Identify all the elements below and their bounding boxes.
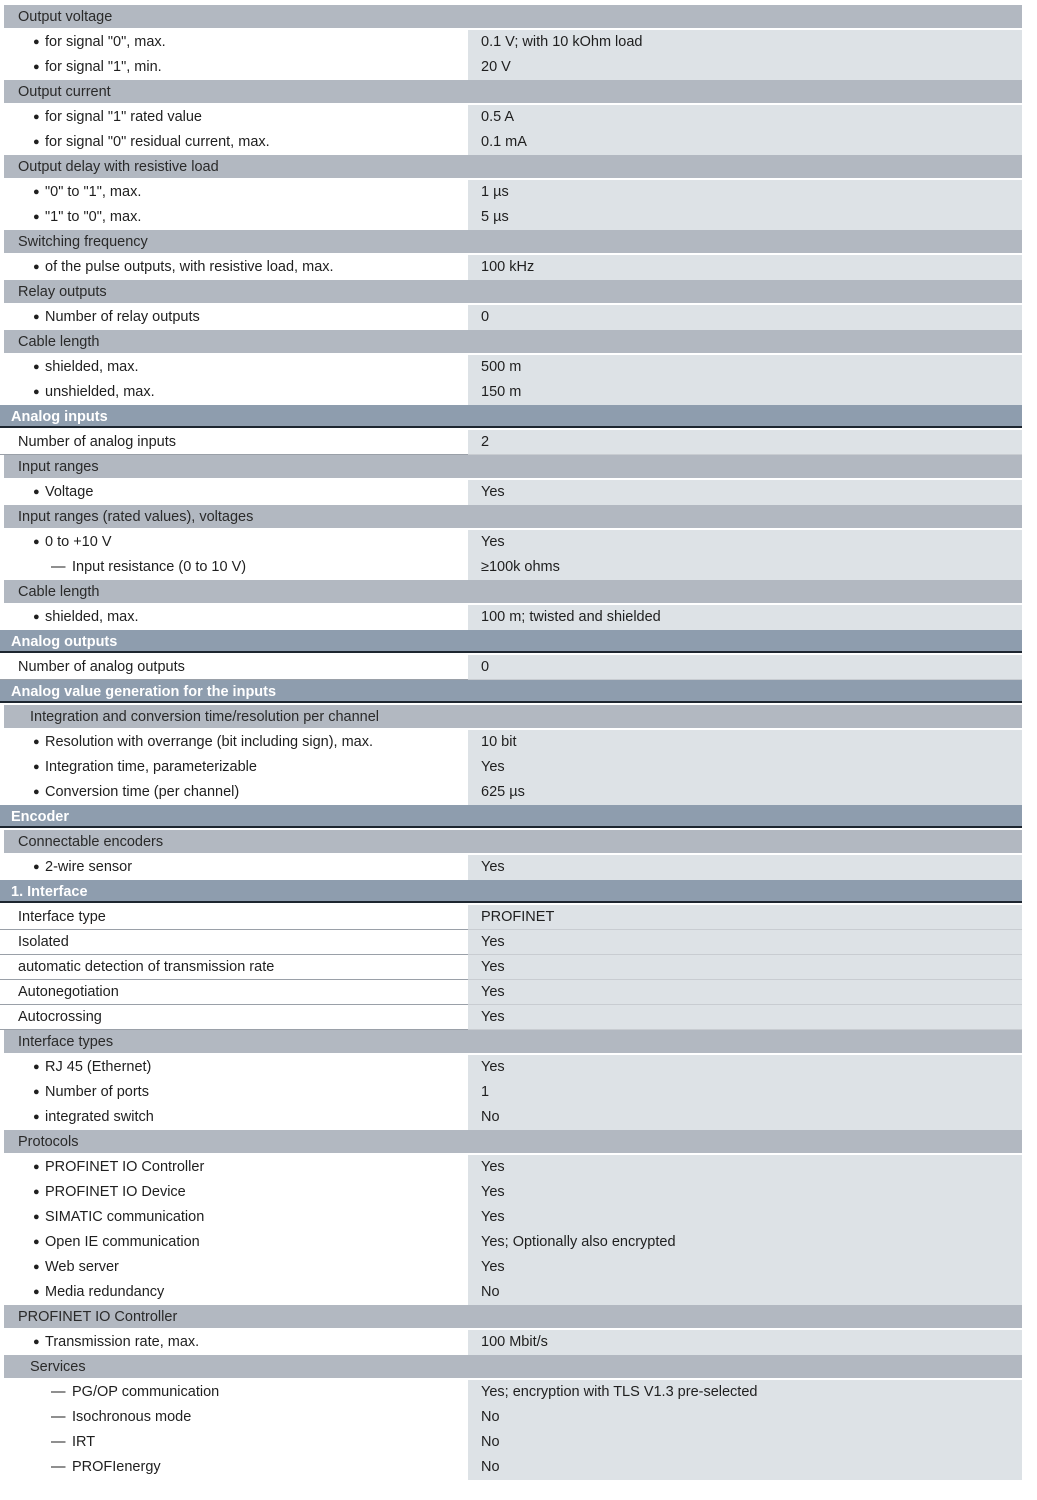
row-value: No (468, 1455, 1022, 1480)
sub-header-label (0, 281, 468, 304)
row-value: No (468, 1105, 1022, 1130)
row-label (0, 1230, 468, 1255)
bullet-icon: ● (33, 1261, 40, 1273)
row-value: No (468, 1430, 1022, 1455)
label-text: Output delay with resistive load (18, 159, 219, 175)
row-value: Yes (468, 530, 1022, 555)
section-header-label (0, 631, 468, 654)
row-value (468, 1030, 1022, 1055)
label-text: Analog inputs (11, 409, 108, 425)
sub-header-row (0, 580, 1037, 605)
bullet-icon: ● (33, 61, 40, 73)
row-value (468, 805, 1022, 830)
sub-header-label (0, 581, 468, 604)
sub-header-label (0, 456, 468, 479)
label-text: "0" to "1", max. (45, 184, 142, 200)
label-text: PROFIenergy (72, 1459, 161, 1475)
row-value: 100 Mbit/s (468, 1330, 1022, 1355)
label-text: for signal "1" rated value (45, 109, 202, 125)
table-row (0, 130, 1037, 155)
row-value: No (468, 1405, 1022, 1430)
sub-header-row (0, 830, 1037, 855)
label-text: PG/OP communication (72, 1384, 220, 1400)
table-row (0, 555, 1037, 580)
bullet-icon: ● (33, 1111, 40, 1123)
section-header-row (0, 405, 1037, 430)
row-label (0, 955, 468, 980)
row-label (0, 305, 468, 330)
row-value: Yes; Optionally also encrypted (468, 1230, 1022, 1255)
row-value: 20 V (468, 55, 1022, 80)
row-value: Yes (468, 980, 1022, 1005)
bullet-icon: ● (33, 786, 40, 798)
sub-header-row (0, 5, 1037, 30)
section-header-label (0, 406, 468, 429)
table-row (0, 1380, 1037, 1405)
row-label (0, 1280, 468, 1305)
label-text: Number of ports (45, 1084, 149, 1100)
row-label (0, 255, 468, 280)
table-row (0, 1255, 1037, 1280)
bullet-icon: ● (33, 1336, 40, 1348)
label-text: PROFINET IO Controller (45, 1159, 205, 1175)
table-row (0, 205, 1037, 230)
label-text: Integration time, parameterizable (45, 759, 257, 775)
row-value: No (468, 1280, 1022, 1305)
row-label (0, 1180, 468, 1205)
label-text: Isochronous mode (72, 1409, 192, 1425)
row-label (0, 1055, 468, 1080)
sub-header-label (0, 1031, 468, 1054)
row-label (0, 755, 468, 780)
label-text: unshielded, max. (45, 384, 155, 400)
bullet-icon: ● (33, 311, 40, 323)
row-value: Yes (468, 1205, 1022, 1230)
sub-header-row (0, 705, 1037, 730)
row-value (468, 1305, 1022, 1330)
row-value: ≥100k ohms (468, 555, 1022, 580)
row-label (0, 180, 468, 205)
dash-icon: — (51, 1434, 66, 1450)
table-row (0, 1230, 1037, 1255)
row-value: 0 (468, 655, 1022, 680)
bullet-icon: ● (33, 1286, 40, 1298)
bullet-icon: ● (33, 211, 40, 223)
bullet-icon: ● (33, 1236, 40, 1248)
table-row (0, 1005, 1037, 1030)
sub-header-label (0, 231, 468, 254)
sub-header-label (0, 1131, 468, 1154)
row-label (0, 655, 468, 680)
row-label (0, 1205, 468, 1230)
row-label (0, 1455, 468, 1480)
row-label (0, 130, 468, 155)
sub-header-row (0, 1130, 1037, 1155)
table-row (0, 255, 1037, 280)
sub-header-row (0, 1305, 1037, 1330)
row-value (468, 5, 1022, 30)
row-value (468, 155, 1022, 180)
label-text: Web server (45, 1259, 119, 1275)
section-header-row (0, 805, 1037, 830)
table-row (0, 1430, 1037, 1455)
table-row (0, 355, 1037, 380)
table-row (0, 855, 1037, 880)
row-value: 100 m; twisted and shielded (468, 605, 1022, 630)
row-value: Yes (468, 1005, 1022, 1030)
table-row (0, 530, 1037, 555)
bullet-icon: ● (33, 1161, 40, 1173)
label-text: shielded, max. (45, 609, 139, 625)
bullet-icon: ● (33, 386, 40, 398)
row-value: 0 (468, 305, 1022, 330)
row-value (468, 1355, 1022, 1380)
label-text: Media redundancy (45, 1284, 165, 1300)
dash-icon: — (51, 1459, 66, 1475)
bullet-icon: ● (33, 1211, 40, 1223)
bullet-icon: ● (33, 486, 40, 498)
label-text: Input ranges (18, 459, 99, 475)
table-row (0, 480, 1037, 505)
table-row (0, 305, 1037, 330)
table-row (0, 605, 1037, 630)
row-value: 1 (468, 1080, 1022, 1105)
label-text: for signal "1", min. (45, 59, 162, 75)
row-label (0, 905, 468, 930)
sub-header-label (0, 1306, 468, 1329)
row-value: Yes (468, 1055, 1022, 1080)
bullet-icon: ● (33, 736, 40, 748)
sub-header-row (0, 505, 1037, 530)
table-row (0, 955, 1037, 980)
table-row (0, 105, 1037, 130)
label-text: integrated switch (45, 1109, 154, 1125)
label-text: Encoder (11, 809, 70, 825)
table-row (0, 1455, 1037, 1480)
bullet-icon: ● (33, 36, 40, 48)
label-text: Number of analog outputs (18, 659, 185, 675)
sub-header-label (0, 331, 468, 354)
label-text: Transmission rate, max. (45, 1334, 200, 1350)
table-row (0, 905, 1037, 930)
label-text: 1. Interface (11, 884, 88, 900)
label-text: Voltage (45, 484, 94, 500)
row-label (0, 430, 468, 455)
table-row (0, 930, 1037, 955)
label-text: Interface type (18, 909, 106, 925)
table-row (0, 980, 1037, 1005)
row-label (0, 930, 468, 955)
label-text: shielded, max. (45, 359, 139, 375)
bullet-icon: ● (33, 1086, 40, 1098)
section-header-row (0, 880, 1037, 905)
table-row (0, 1080, 1037, 1105)
label-text: Connectable encoders (18, 834, 164, 850)
bullet-icon: ● (33, 536, 40, 548)
label-text: Output voltage (18, 9, 113, 25)
row-label (0, 30, 468, 55)
label-text: "1" to "0", max. (45, 209, 142, 225)
row-value (468, 505, 1022, 530)
sub-header-row (0, 155, 1037, 180)
row-label (0, 780, 468, 805)
label-text: Autonegotiation (18, 984, 119, 1000)
row-value: PROFINET (468, 905, 1022, 930)
row-label (0, 1380, 468, 1405)
label-text: Relay outputs (18, 284, 107, 300)
table-row (0, 1330, 1037, 1355)
bullet-icon: ● (33, 111, 40, 123)
table-row (0, 1205, 1037, 1230)
label-text: 2-wire sensor (45, 859, 133, 875)
bullet-icon: ● (33, 261, 40, 273)
row-value: 625 µs (468, 780, 1022, 805)
label-text: Integration and conversion time/resolution per channel (30, 709, 380, 725)
sub-header-row (0, 1355, 1037, 1380)
dash-icon: — (51, 1384, 66, 1400)
sub-header-row (0, 330, 1037, 355)
bullet-icon: ● (33, 1186, 40, 1198)
label-text: Interface types (18, 1034, 114, 1050)
label-text: Number of relay outputs (45, 309, 200, 325)
label-text: automatic detection of transmission rate (18, 959, 275, 975)
row-value: 500 m (468, 355, 1022, 380)
table-row (0, 755, 1037, 780)
table-row (0, 780, 1037, 805)
row-label (0, 355, 468, 380)
label-text: Cable length (18, 334, 100, 350)
row-value: Yes (468, 1180, 1022, 1205)
sub-header-row (0, 230, 1037, 255)
sub-header-label (0, 1356, 468, 1379)
bullet-icon: ● (33, 861, 40, 873)
row-value: 100 kHz (468, 255, 1022, 280)
row-label (0, 1105, 468, 1130)
section-header-row (0, 630, 1037, 655)
row-value (468, 705, 1022, 730)
row-value: 2 (468, 430, 1022, 455)
row-label (0, 380, 468, 405)
table-row (0, 1180, 1037, 1205)
table-row (0, 1280, 1037, 1305)
section-header-row (0, 680, 1037, 705)
label-text: for signal "0" residual current, max. (45, 134, 270, 150)
row-label (0, 1255, 468, 1280)
label-text: Services (30, 1359, 86, 1375)
row-value (468, 830, 1022, 855)
table-row (0, 1155, 1037, 1180)
label-text: Analog value generation for the inputs (11, 684, 277, 700)
label-text: Input ranges (rated values), voltages (18, 509, 254, 525)
row-label (0, 205, 468, 230)
label-text: RJ 45 (Ethernet) (45, 1059, 152, 1075)
row-value: 5 µs (468, 205, 1022, 230)
table-row (0, 1405, 1037, 1430)
row-value (468, 580, 1022, 605)
row-value: 0.1 V; with 10 kOhm load (468, 30, 1022, 55)
row-label (0, 1155, 468, 1180)
row-value (468, 1130, 1022, 1155)
row-value: Yes (468, 755, 1022, 780)
row-label (0, 1430, 468, 1455)
label-text: Autocrossing (18, 1009, 102, 1025)
table-row (0, 55, 1037, 80)
dash-icon: — (51, 559, 66, 575)
row-value: Yes (468, 855, 1022, 880)
row-value: Yes; encryption with TLS V1.3 pre-selected (468, 1380, 1022, 1405)
row-label (0, 730, 468, 755)
label-text: Output current (18, 84, 111, 100)
label-text: Analog outputs (11, 634, 118, 650)
bullet-icon: ● (33, 361, 40, 373)
label-text: 0 to +10 V (45, 534, 112, 550)
table-row (0, 180, 1037, 205)
sub-header-row (0, 280, 1037, 305)
row-label (0, 1330, 468, 1355)
section-header-label (0, 881, 468, 904)
label-text: PROFINET IO Device (45, 1184, 186, 1200)
label-text: Input resistance (0 to 10 V) (72, 559, 247, 575)
row-value: 0.5 A (468, 105, 1022, 130)
section-header-label (0, 806, 468, 829)
row-label (0, 1080, 468, 1105)
row-value: 1 µs (468, 180, 1022, 205)
sub-header-label (0, 81, 468, 104)
table-row (0, 1105, 1037, 1130)
label-text: Cable length (18, 584, 100, 600)
row-value (468, 230, 1022, 255)
label-text: SIMATIC communication (45, 1209, 205, 1225)
row-value: Yes (468, 955, 1022, 980)
row-value: 10 bit (468, 730, 1022, 755)
row-label (0, 605, 468, 630)
label-text: Resolution with overrange (bit including sign), max. (45, 734, 374, 750)
label-text: PROFINET IO Controller (18, 1309, 178, 1325)
table-row (0, 730, 1037, 755)
row-value (468, 630, 1022, 655)
label-text: of the pulse outputs, with resistive load, max. (45, 259, 334, 275)
row-value: Yes (468, 1255, 1022, 1280)
bullet-icon: ● (33, 186, 40, 198)
sub-header-row (0, 80, 1037, 105)
row-value: Yes (468, 1155, 1022, 1180)
label-text: Open IE communication (45, 1234, 200, 1250)
row-value: Yes (468, 930, 1022, 955)
table-row (0, 380, 1037, 405)
row-label (0, 980, 468, 1005)
row-value: 0.1 mA (468, 130, 1022, 155)
sub-header-label (0, 156, 468, 179)
bullet-icon: ● (33, 136, 40, 148)
row-value (468, 280, 1022, 305)
bullet-icon: ● (33, 1061, 40, 1073)
row-value: 150 m (468, 380, 1022, 405)
row-label (0, 1405, 468, 1430)
row-value: Yes (468, 480, 1022, 505)
table-row (0, 1055, 1037, 1080)
section-header-label (0, 681, 468, 704)
row-value (468, 455, 1022, 480)
row-label (0, 480, 468, 505)
sub-header-label (0, 706, 468, 729)
label-text: Conversion time (per channel) (45, 784, 240, 800)
sub-header-label (0, 506, 468, 529)
row-label (0, 1005, 468, 1030)
row-value (468, 680, 1022, 705)
sub-header-row (0, 1030, 1037, 1055)
row-label (0, 555, 468, 580)
table-row (0, 655, 1037, 680)
dash-icon: — (51, 1409, 66, 1425)
label-text: Number of analog inputs (18, 434, 176, 450)
label-text: Isolated (18, 934, 69, 950)
bullet-icon: ● (33, 761, 40, 773)
table-row (0, 430, 1037, 455)
label-text: Switching frequency (18, 234, 148, 250)
sub-header-row (0, 455, 1037, 480)
sub-header-label (0, 6, 468, 29)
row-label (0, 55, 468, 80)
row-value (468, 330, 1022, 355)
row-label (0, 105, 468, 130)
row-label (0, 855, 468, 880)
label-text: for signal "0", max. (45, 34, 166, 50)
bullet-icon: ● (33, 611, 40, 623)
row-label (0, 530, 468, 555)
row-value (468, 405, 1022, 430)
label-text: Protocols (18, 1134, 79, 1150)
sub-header-label (0, 831, 468, 854)
table-row (0, 30, 1037, 55)
row-value (468, 880, 1022, 905)
row-value (468, 80, 1022, 105)
label-text: IRT (72, 1434, 96, 1450)
